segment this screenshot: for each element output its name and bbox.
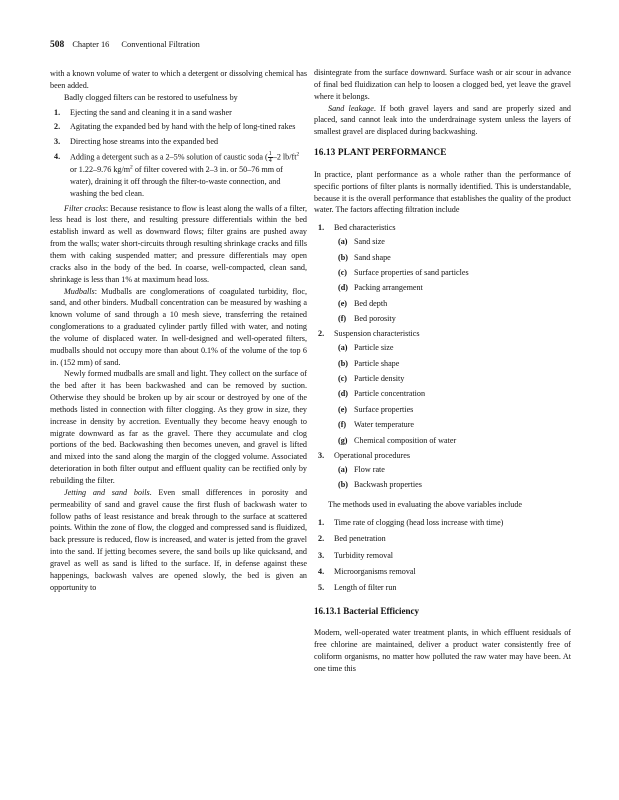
list-number: 1.	[318, 223, 325, 233]
list-text: Suspension characteristics	[334, 329, 420, 339]
list-item	[314, 517, 571, 529]
run-in-heading: Jetting and sand boils	[64, 487, 150, 497]
sub-list-item	[334, 464, 571, 476]
sub-list-letter: (e)	[338, 404, 348, 414]
sub-list-item	[334, 267, 571, 279]
sub-list-text: Surface properties	[354, 404, 414, 414]
list-item	[314, 550, 571, 562]
left-column	[50, 68, 307, 593]
sub-list-item	[334, 282, 571, 294]
sub-list-text: Packing arrangement	[354, 283, 423, 293]
sub-list-letter: (a)	[338, 464, 348, 474]
paragraph-text: : Because resistance to flow is least along the walls of a filter, less head is lost there, and resulting pressure differentials within the bed establish inward as well as downward flows; filter grains are pushed away from the walls; water short-circuits through resulting shrinkage cracks and fills them with caking suspended matter; and pressure differentials may open cracks also in the body of the bed. In coarse, well-compacted, clean sand, shrinkage is less than 1% at maximum head loss.	[50, 203, 307, 284]
paragraph-text: . Even small differences in porosity and permeability of sand and gravel cause the first flush of backwash water to follow paths of least resistance and break through to the surface at scattered points. Within the zone of flow, the clogged and compressed sand is fluidized, back pressure is reduced, flow is increased, and water is jetted from the gravel into the sand. If jetting becomes severe, the sand boils up like quicksand, and gravel as well as sand is lifted to the surface. If, in defense against these happenings, backwash valves are opened slowly, the bed is given an opportunity to	[50, 487, 308, 592]
list-item	[314, 328, 571, 446]
sub-list-text: Particle shape	[354, 358, 400, 368]
list-text: of filter covered with 2–3 in. or 50–76 mm of water), draining it off through the filter-to-waste connection, and washing the bed clean.	[70, 165, 283, 198]
sub-list-letter: (d)	[338, 389, 348, 399]
list-number: 2.	[318, 329, 325, 339]
sub-list-letter: (g)	[338, 435, 348, 445]
fraction-denominator: 4	[268, 158, 272, 165]
paragraph	[314, 103, 571, 139]
list-item	[50, 121, 307, 133]
paragraph-text: : Mudballs are conglomerations of coagulated turbidity, floc, sand, and other binders. Mudball concentration can be measured by washing a known volume of sand through a 10 mesh sieve, transferring the retained conglomerations to a graduated cylinder partly filled with water, and noting the volume of displaced water. In well-designed and well-operated filters, mudballs should not occupy more than about 0.1% of the volume of the top 6 in. (152 mm) of sand.	[50, 286, 307, 367]
page-number: 508	[50, 40, 65, 50]
sub-list-letter: (f)	[338, 420, 347, 430]
list-text: –2 lb/ft	[272, 152, 297, 162]
sub-list-item	[334, 388, 571, 400]
paragraph: disintegrate from the surface downward. Surface wash or air scour in advance of final bed fluidization can help to loosen a clogged bed, yet leave the gravel where it belongs.	[314, 68, 571, 101]
paragraph: The methods used in evaluating the above variables include	[328, 500, 523, 510]
sub-list-text: Sand shape	[354, 252, 391, 262]
chapter-label: Chapter 16	[72, 40, 110, 49]
paragraph	[50, 487, 307, 594]
sub-list-item	[334, 252, 571, 264]
superscript: 2	[130, 164, 133, 171]
list-item	[314, 222, 571, 325]
methods-list	[314, 517, 571, 594]
right-column	[314, 67, 571, 674]
paragraph	[50, 203, 307, 286]
run-in-heading: Filter cracks	[64, 203, 106, 213]
sub-list-item	[334, 373, 571, 385]
sub-list-text: Particle density	[354, 374, 405, 384]
sub-list-letter: (b)	[338, 480, 348, 490]
paragraph: In practice, plant performance as a whole rather than the performance of specific portions of filter plants is normally identified. This is understandable, because it is the overall performance that establishes the quality of the product water. The factors affecting filtration include	[314, 169, 571, 215]
list-text: Agitating the expanded bed by hand with the help of long-tined rakes	[70, 122, 296, 132]
run-in-heading: Mudballs	[64, 286, 95, 296]
list-number: 1.	[54, 107, 61, 117]
paragraph: with a known volume of water to which a detergent or dissolving chemical has been added.	[50, 69, 307, 90]
list-number: 4.	[54, 152, 61, 162]
list-item	[50, 107, 307, 119]
list-text: Adding a detergent such as a 2–5% solution of caustic soda (	[70, 152, 268, 162]
sub-list-letter: (b)	[338, 358, 348, 368]
sub-list-text: Backwash properties	[354, 480, 422, 490]
list-number: 4.	[318, 567, 325, 576]
list-text: Turbidity removal	[334, 550, 394, 560]
sub-list-letter: (c)	[338, 374, 348, 384]
sub-list-text: Surface properties of sand particles	[354, 267, 469, 277]
list-item	[314, 582, 571, 594]
sub-list-text: Particle size	[354, 343, 394, 353]
list-number: 2.	[318, 534, 325, 544]
list-number: 3.	[318, 451, 325, 461]
list-number: 2.	[54, 122, 61, 132]
paragraph	[50, 286, 307, 369]
paragraph: Newly formed mudballs are small and light. They collect on the surface of the bed after it has been backwashed and can be removed by suction. Otherwise they should be broken up by air scour or destroyed by one of the methods listed in connection with filter clogging. As they grow in size, they increase in density by accretion. Eventually they become heavy enough to migrate downward as far as the gravel. There they accumulate and clog portions of the bed. Backwashing then becomes uneven, and gravel is lifted and mixed into the sand along the margin of the clogged volume. Associated deterioration in both filter output and effluent quality can be rectified only by rebuilding the filter.	[50, 369, 307, 485]
list-item	[314, 533, 571, 545]
chapter-title: Conventional Filtration	[121, 40, 200, 49]
superscript: 2	[296, 151, 300, 158]
list-text: Directing hose streams into the expanded bed	[70, 137, 219, 147]
restore-methods-list	[50, 107, 307, 200]
list-text: Microorganisms removal	[334, 567, 416, 576]
section-heading: 16.13 PLANT PERFORMANCE	[314, 148, 447, 159]
sub-list-text: Water temperature	[354, 420, 415, 430]
list-number: 3.	[54, 137, 61, 147]
sub-list	[334, 342, 571, 446]
list-number: 1.	[318, 517, 325, 527]
sub-list-letter: (c)	[338, 267, 348, 277]
paragraph: Modern, well-operated water treatment plants, in which effluent residuals of free chlorine are maintained, deliver a product water consistently free of coliform organisms, no matter how polluted the raw water may have been. At one time this	[314, 628, 571, 673]
sub-list	[334, 464, 571, 491]
sub-list-text: Bed depth	[354, 298, 388, 308]
list-text: Length of filter run	[334, 583, 397, 593]
sub-list-letter: (d)	[338, 283, 348, 293]
sub-list-item	[334, 479, 571, 491]
list-number: 3.	[318, 550, 325, 560]
sub-list-letter: (a)	[338, 343, 348, 353]
paragraph-text: . If both gravel layers and sand are properly sized and placed, sand cannot leak into the underdrainage system unless the layers of smallest gravel are displaced during backwashing.	[314, 103, 571, 137]
sub-list-item	[334, 404, 571, 416]
sub-list-item	[334, 435, 571, 447]
subsection-heading: 16.13.1 Bacterial Efficiency	[314, 606, 419, 617]
sub-list-letter: (b)	[338, 252, 348, 262]
sub-list-text: Flow rate	[354, 464, 385, 474]
paragraph: Badly clogged filters can be restored to usefulness by	[64, 92, 238, 102]
fraction-numerator: 1	[268, 151, 272, 158]
sub-list-item	[334, 419, 571, 431]
list-number: 5.	[318, 583, 325, 593]
sub-list-letter: (e)	[338, 298, 348, 308]
list-text: Operational procedures	[334, 451, 411, 461]
sub-list-item	[334, 358, 571, 370]
run-in-heading: Sand leakage	[328, 103, 374, 113]
sub-list-item	[334, 298, 571, 310]
sub-list	[334, 236, 571, 325]
sub-list-text: Chemical composition of water	[354, 435, 457, 445]
factors-list	[314, 222, 571, 491]
sub-list-letter: (f)	[338, 314, 347, 324]
sub-list-item	[334, 236, 571, 248]
sub-list-text: Sand size	[354, 237, 385, 247]
list-item	[50, 136, 307, 148]
running-header	[50, 40, 200, 50]
list-item	[314, 566, 571, 578]
list-text: Bed characteristics	[334, 223, 396, 233]
list-text: or 1.22–9.76 kg/m	[70, 165, 131, 175]
sub-list-text: Particle concentration	[354, 389, 426, 399]
list-text: Ejecting the sand and cleaning it in a sand washer	[70, 107, 232, 117]
list-text: Bed penetration	[334, 534, 386, 544]
list-text: Time rate of clogging (head loss increase with time)	[334, 517, 504, 527]
sub-list-letter: (a)	[338, 237, 348, 247]
sub-list-item	[334, 342, 571, 354]
list-item	[314, 450, 571, 491]
list-item	[50, 151, 307, 200]
sub-list-text: Bed porosity	[354, 314, 396, 324]
sub-list-item	[334, 313, 571, 325]
